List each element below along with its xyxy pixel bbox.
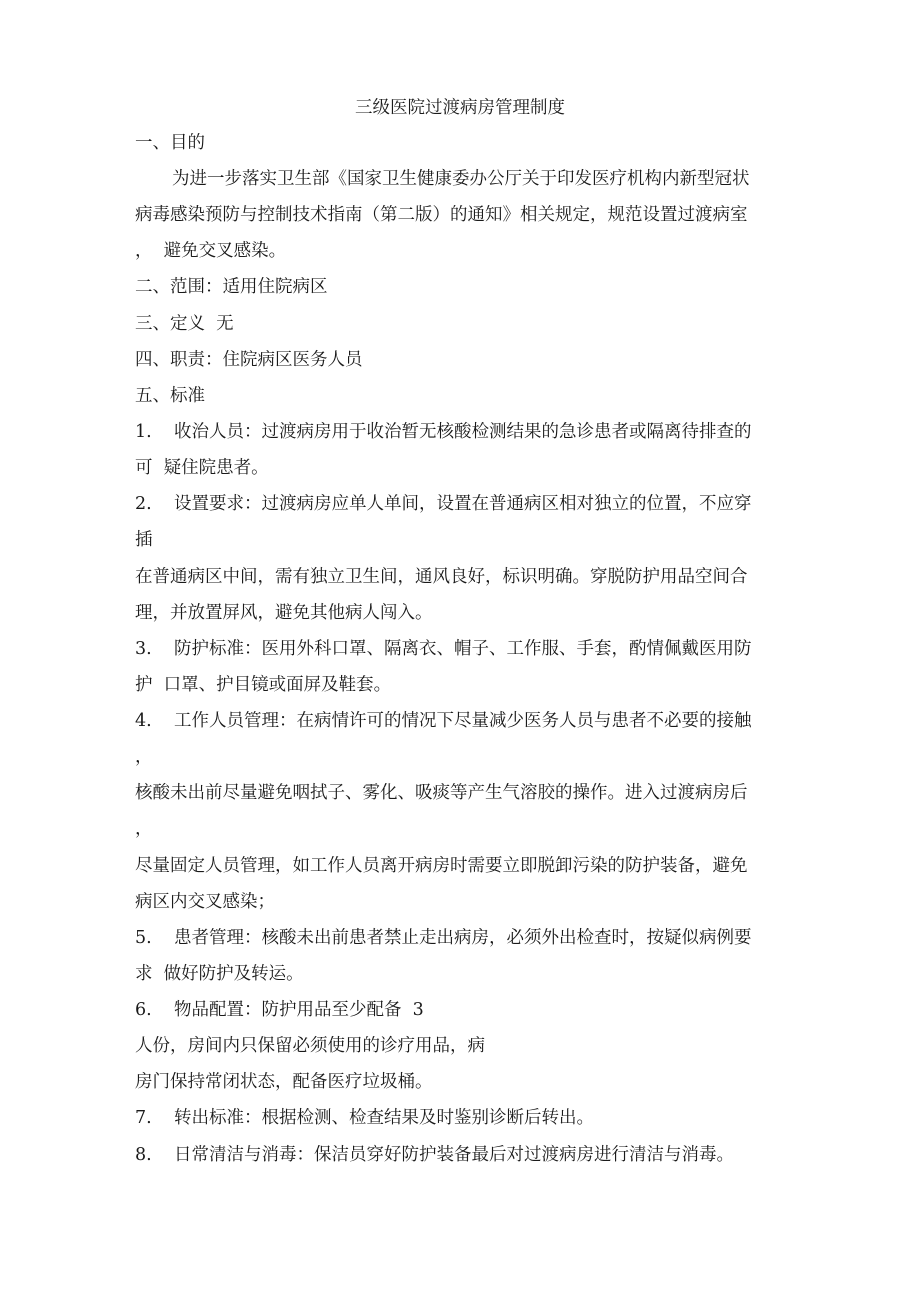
list-item-line: 在普通病区中间，需有独立卫生间，通风良好，标识明确。穿脱防护用品空间合 [135,567,748,587]
section-heading-standards: 五、标准 [135,386,205,406]
list-item-line: 核酸未出前尽量避免咽拭子、雾化、吸痰等产生气溶胶的操作。进入过渡病房后 [135,783,748,803]
list-item-line: 7. 转出标准：根据检测、检查结果及时鉴别诊断后转出。 [135,1108,594,1128]
list-item-line: 4. 工作人员管理：在病情许可的情况下尽量减少医务人员与患者不必要的接触 [135,711,752,731]
paragraph-line: 为进一步落实卫生部《国家卫生健康委办公厅关于印发医疗机构内新型冠状 [172,169,750,189]
list-item-line: 护 口罩、护目镜或面屏及鞋套。 [135,675,392,695]
list-item-line: 插 [135,530,153,550]
paragraph-line: ， 避免交叉感染。 [135,241,287,261]
list-item-line: 病区内交叉感染； [135,892,275,912]
list-item-line: 理，并放置屏风，避免其他病人闯入。 [135,603,433,623]
section-heading-definition: 三、定义 无 [135,314,234,334]
list-item-line: ， [135,747,153,767]
list-item-line: 尽量固定人员管理，如工作人员离开病房时需要立即脱卸污染的防护装备，避免 [135,856,748,876]
paragraph-line: 病毒感染预防与控制技术指南（第二版）的通知》相关规定，规范设置过渡病室 [135,205,748,225]
list-item-line: 1. 收治人员：过渡病房用于收治暂无核酸检测结果的急诊患者或隔离待排查的 [135,422,752,442]
section-heading-duties: 四、职责：住院病区医务人员 [135,350,363,370]
section-heading-purpose: 一、目的 [135,133,205,153]
section-heading-scope: 二、范围：适用住院病区 [135,277,328,297]
list-item-line: 人份，房间内只保留必须使用的诊疗用品，病 [135,1036,485,1056]
list-item-line: 房门保持常闭状态，配备医疗垃圾桶。 [135,1072,433,1092]
list-item-line: 求 做好防护及转运。 [135,964,304,984]
document-title: 三级医院过渡病房管理制度 [355,98,565,118]
list-item-line: 3. 防护标准：医用外科口罩、隔离衣、帽子、工作服、手套，酌情佩戴医用防 [135,639,752,659]
list-item-line: ， [135,819,153,839]
list-item-line: 2. 设置要求：过渡病房应单人单间，设置在普通病区相对独立的位置，不应穿 [135,494,752,514]
list-item-line: 6. 物品配置：防护用品至少配备 3 [135,1000,424,1020]
list-item-line: 8. 日常清洁与消毒：保洁员穿好防护装备最后对过渡病房进行清洁与消毒。 [135,1145,734,1165]
list-item-line: 可 疑住院患者。 [135,458,269,478]
list-item-line: 5. 患者管理：核酸未出前患者禁止走出病房，必须外出检查时，按疑似病例要 [135,928,752,948]
